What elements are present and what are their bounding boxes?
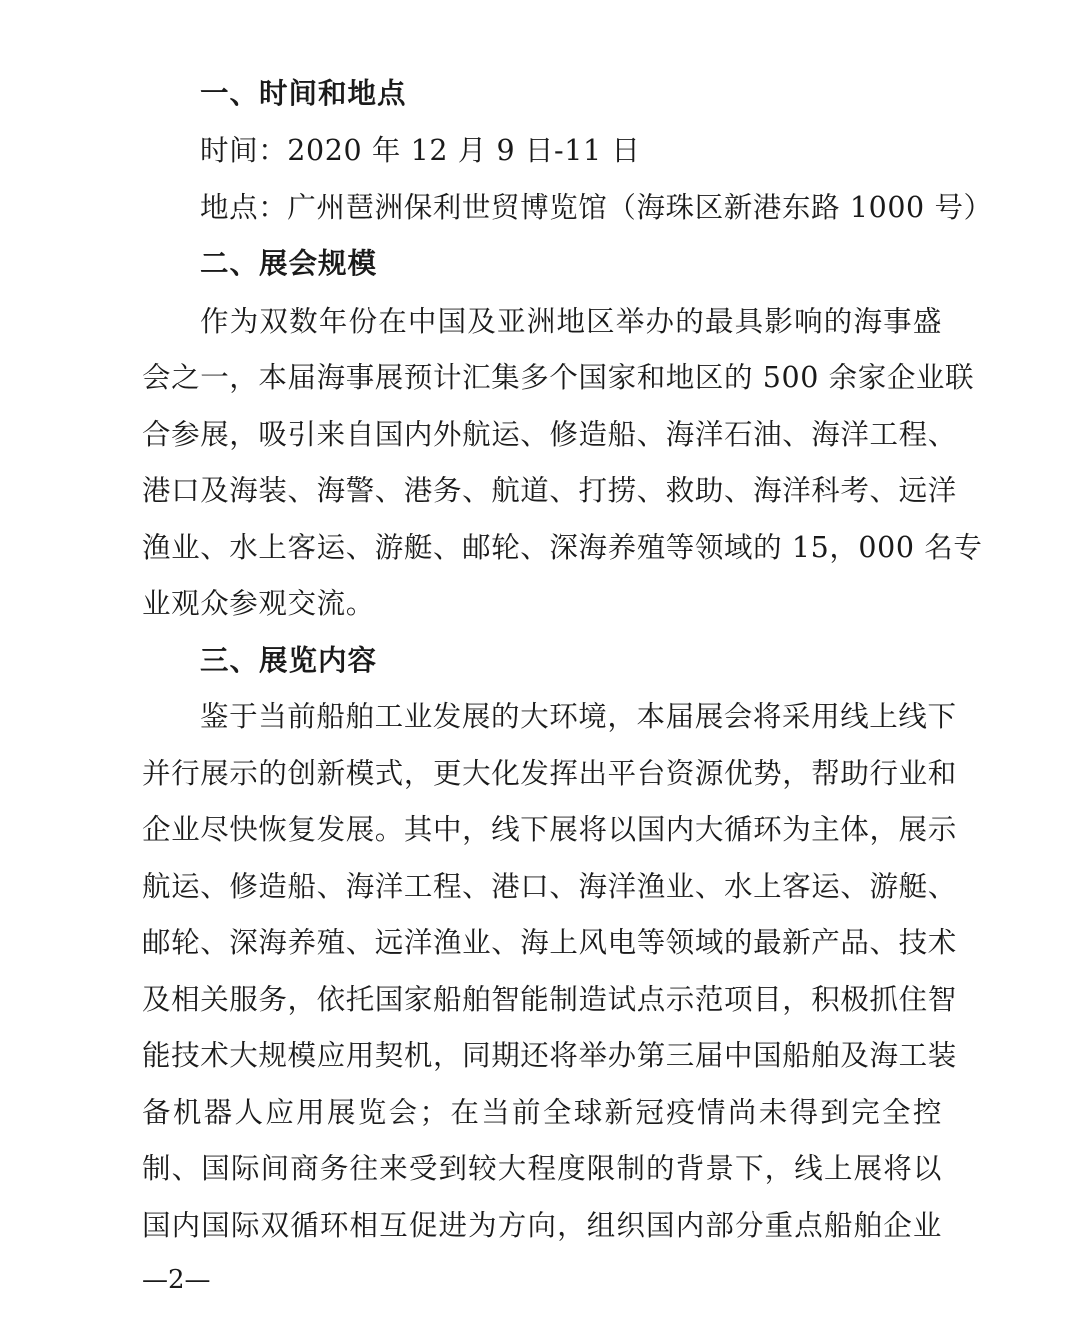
section-heading-time-place: 一、时间和地点	[200, 77, 407, 110]
paragraph-line: 备机器人应用展览会；在当前全球新冠疫情尚未得到完全控	[142, 1096, 942, 1129]
paragraph-line: 制、国际间商务往来受到较大程度限制的背景下，线上展将以	[142, 1152, 942, 1185]
paragraph-line: 合参展，吸引来自国内外航运、修造船、海洋石油、海洋工程、	[142, 418, 957, 451]
paragraph-line: 国内国际双循环相互促进为方向，组织国内部分重点船舶企业	[142, 1209, 942, 1242]
paragraph-line: 并行展示的创新模式，更大化发挥出平台资源优势，帮助行业和	[142, 757, 957, 790]
paragraph-line: 会之一，本届海事展预计汇集多个国家和地区的 500 余家企业联	[142, 361, 975, 394]
paragraph-line: 企业尽快恢复发展。其中，线下展将以国内大循环为主体，展示	[142, 813, 957, 846]
paragraph-line: 渔业、水上客运、游艇、邮轮、深海养殖等领域的 15，000 名专	[142, 531, 983, 564]
paragraph-line: 鉴于当前船舶工业发展的大环境，本届展会将采用线上线下	[200, 700, 957, 733]
paragraph-line: 作为双数年份在中国及亚洲地区举办的最具影响的海事盛	[200, 305, 942, 338]
paragraph-line: 航运、修造船、海洋工程、港口、海洋渔业、水上客运、游艇、	[142, 870, 957, 903]
paragraph-line: 业观众参观交流。	[142, 587, 375, 620]
section-heading-exhibition-content: 三、展览内容	[200, 644, 378, 677]
page-number: —2—	[142, 1265, 211, 1295]
event-venue: 地点：广州琶洲保利世贸博览馆（海珠区新港东路 1000 号）	[200, 191, 993, 224]
event-time: 时间：2020 年 12 月 9 日-11 日	[200, 134, 641, 167]
paragraph-line: 邮轮、深海养殖、远洋渔业、海上风电等领域的最新产品、技术	[142, 926, 957, 959]
section-heading-scale: 二、展会规模	[200, 247, 378, 280]
paragraph-line: 及相关服务，依托国家船舶智能制造试点示范项目，积极抓住智	[142, 983, 957, 1016]
paragraph-line: 港口及海装、海警、港务、航道、打捞、救助、海洋科考、远洋	[142, 474, 957, 507]
paragraph-line: 能技术大规模应用契机，同期还将举办第三届中国船舶及海工装	[142, 1039, 957, 1072]
